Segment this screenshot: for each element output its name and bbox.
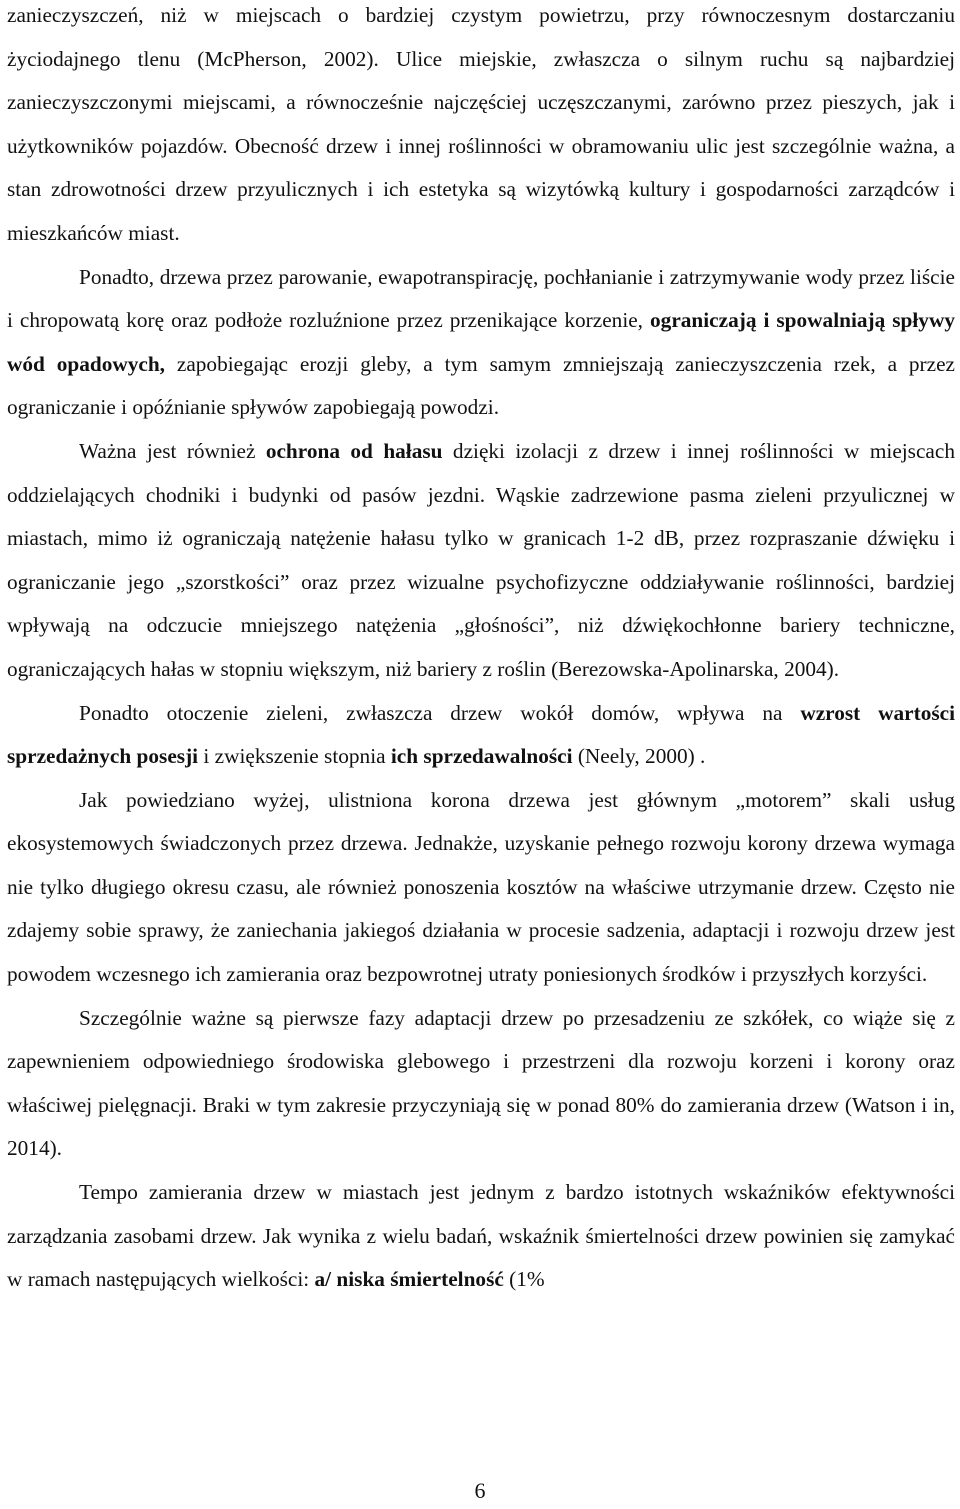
text-run: (1% — [503, 1267, 545, 1292]
paragraph-adaptation-phase — [7, 997, 955, 1171]
document-page — [7, 0, 955, 1302]
paragraph-property-value — [7, 692, 955, 779]
text-run: Jak powiedziano wyżej, ulistniona korona drzewa jest głównym „motorem” skali usług ekosystemowych świadczonych przez drzewa. Jednakże, uzyskanie pełnego rozwoju korony drzewa wymaga nie tylko długiego okresu czasu, ale również ponoszenia kosztów na właściwe utrzymanie drzew. Często nie zdajemy sobie sprawy, że zaniechania jakiegoś działania w procesie sadzenia, adaptacji i rozwoju drzew jest powodem wczesnego ich zamierania oraz bezpowrotnej utraty poniesionych środków i przyszłych korzyści. — [7, 787, 955, 987]
text-run: i zwiększenie stopnia — [198, 744, 391, 769]
text-run: Ponadto otoczenie zieleni, zwłaszcza drzew wokół domów, wpływa na — [79, 700, 801, 725]
paragraph-air-quality — [7, 0, 955, 256]
text-run: Tempo zamierania drzew w miastach jest jednym z bardzo istotnych wskaźników efektywności zarządzania zasobami drzew. Jak wynika z wielu badań, wskaźnik śmiertelności drzew powinien się zamykać w ramach następujących wielkości: — [7, 1180, 955, 1292]
paragraph-noise-protection — [7, 430, 955, 692]
text-run: zapobiegając erozji gleby, a tym samym zmniejszają zanieczyszczenia rzek, a przez ograniczanie i opóźnianie spływów zapobiegają powodzi. — [7, 351, 955, 420]
text-run: Ważna jest również — [79, 438, 266, 463]
bold-text-run: wzrost wartości sprzedażnych posesji — [7, 700, 955, 769]
bold-text-run: ich sprzedawalności — [390, 744, 573, 769]
bold-text-run: ograniczają i spowalniają spływy wód opadowych, — [7, 308, 955, 376]
paragraph-crown-development — [7, 779, 955, 997]
text-run: (Neely, 2000) . — [572, 744, 706, 769]
page-number: 6 — [474, 1478, 486, 1503]
text-run: Szczególnie ważne są pierwsze fazy adaptacji drzew po przesadzeniu ze szkółek, co wiąże się z zapewnieniem odpowiedniego środowiska glebowego i przestrzeni dla rozwoju korzeni i korony oraz właściwej pielęgnacji. Braki w tym zakresie przyczyniają się w ponad 80% do zamierania drzew (Watson i in, 2014). — [7, 1005, 955, 1161]
text-run: dzięki izolacji z drzew i innej roślinności w miejscach oddzielających chodniki i budynki od pasów jezdni. Wąskie zadrzewione pasma zieleni przyulicznej w miastach, mimo iż ograniczają natężenie hałasu tylko w granicach 1-2 dB, przez rozpraszanie dźwięku i ograniczanie jego „szorstkości” oraz przez wizualne psychofizyczne oddziaływanie roślinności, bardziej wpływają na odczucie mniejszego natężenia „głośności”, niż dźwiękochłonne bariery techniczne, ograniczających hałas w stopniu większym, niż bariery z roślin (Berezowska-Apolinarska, 2004). — [7, 438, 955, 681]
bold-text-run: a/ niska śmiertelność — [314, 1267, 504, 1292]
bold-text-run: ochrona od hałasu — [265, 438, 443, 463]
paragraph-mortality-rate — [7, 1171, 955, 1302]
text-run: zanieczyszczeń, niż w miejscach o bardziej czystym powietrzu, przy równoczesnym dostarczaniu życiodajnego tlenu (McPherson, 2002). Ulice miejskie, zwłaszcza o silnym ruchu są najbardziej zanieczyszczonymi miejscami, a równocześnie najczęściej uczęszczanymi, zarówno przez pieszych, jak i użytkowników pojazdów. Obecność drzew i innej roślinności w obramowaniu ulic jest szczególnie ważna, a stan zdrowotności drzew przyulicznych i ich estetyka są wizytówką kultury i gospodarności zarządców i mieszkańców miast. — [7, 3, 955, 245]
text-run: Ponadto, drzewa przez parowanie, ewapotranspirację, pochłanianie i zatrzymywanie wody przez liście i chropowatą korę oraz podłoże rozluźnione przez przenikające korzenie, — [7, 264, 955, 333]
paragraph-stormwater — [7, 256, 955, 430]
